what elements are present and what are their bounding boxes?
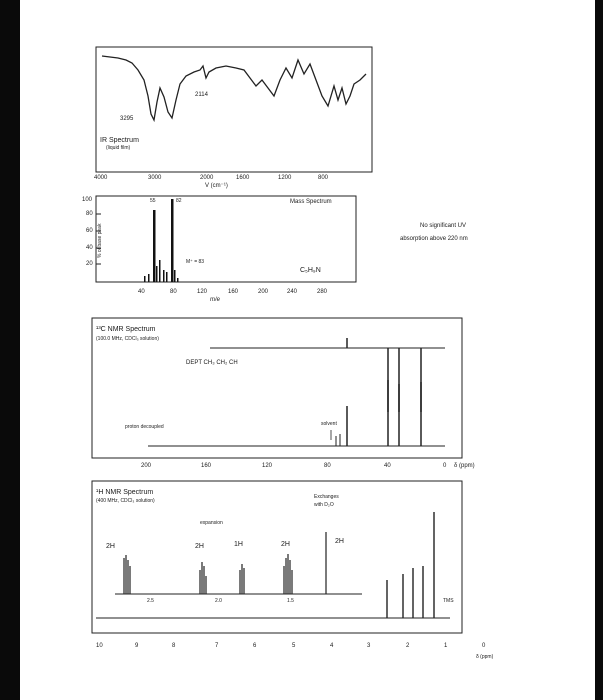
h1-inset-tick: 2.0: [215, 598, 222, 604]
ir-tick: 4000: [94, 175, 108, 181]
ms-y-tick: 60: [86, 228, 93, 234]
h1-integration: 2H: [195, 543, 204, 550]
ms-y-tick: 40: [86, 245, 93, 251]
ms-x-tick: 200: [258, 289, 269, 295]
ms-y-tick: 20: [86, 261, 93, 267]
h1-tick: 6: [253, 643, 257, 649]
h1-expansion-label: expansion: [200, 520, 223, 526]
h1-tick: 4: [330, 643, 334, 649]
ms-peak: [159, 260, 161, 282]
ms-x-tick: 80: [170, 289, 177, 295]
h1-tick: 5: [292, 643, 296, 649]
h1-inset-tick: 2.5: [147, 598, 154, 604]
h1-tms-label: TMS: [443, 598, 454, 604]
ir-tick: 1600: [236, 175, 250, 181]
h1-subtitle: (400 MHz, CDCl₃ solution): [96, 498, 155, 504]
ms-peak: [174, 270, 176, 282]
ms-y-tick: 80: [86, 211, 93, 217]
h1-tick: 3: [367, 643, 371, 649]
h1-inset-tick: 1.5: [287, 598, 294, 604]
c13-tick: 80: [324, 463, 331, 469]
uv-note: absorption above 220 nm: [400, 236, 468, 242]
c13-tick: 40: [384, 463, 391, 469]
h1-exchange-label: with D₂O: [314, 502, 334, 508]
ir-tick: 2000: [200, 175, 214, 181]
ir-tick: 1200: [278, 175, 292, 181]
h1-x-unit: δ (ppm): [476, 654, 494, 660]
ms-peak: [171, 199, 174, 282]
ms-x-tick: 280: [317, 289, 328, 295]
ir-x-label: V (cm⁻¹): [205, 183, 228, 189]
c13-tick: 160: [201, 463, 212, 469]
h1-integration: 2H: [335, 538, 344, 545]
ms-peak: [153, 210, 156, 282]
c13-dept-label: DEPT CH₃ CH₂ CH: [186, 360, 238, 366]
ir-subtitle: (liquid film): [106, 145, 131, 151]
ms-y-tick: 100: [82, 197, 93, 203]
c13-subtitle: (100.0 MHz, CDCl₃ solution): [96, 336, 159, 342]
h1-tick: 2: [406, 643, 410, 649]
ms-x-tick: 240: [287, 289, 298, 295]
h1-tick: 9: [135, 643, 139, 649]
ir-title: IR Spectrum: [100, 137, 139, 144]
h1-tick: 10: [96, 643, 103, 649]
c13-tick: 200: [141, 463, 152, 469]
uv-note: No significant UV: [420, 223, 467, 229]
c13-decoupled-label: proton decoupled: [125, 424, 164, 430]
ms-peak: [163, 270, 165, 282]
c13-tick: 0: [443, 463, 447, 469]
h1-tick: 0: [482, 643, 486, 649]
ms-peak-label: 82: [176, 198, 182, 204]
h1-tick: 7: [215, 643, 219, 649]
h1-tick: 8: [172, 643, 176, 649]
ms-peak: [156, 266, 158, 282]
ms-x-tick: 120: [197, 289, 208, 295]
ms-x-tick: 160: [228, 289, 239, 295]
h1-integration: 1H: [234, 541, 243, 548]
ir-tick: 3000: [148, 175, 162, 181]
ms-x-label: m/e: [210, 297, 221, 303]
ms-peak-label: 55: [150, 198, 156, 204]
ms-formula: C₅H₉N: [300, 267, 321, 274]
h1-title: ¹H NMR Spectrum: [96, 489, 154, 496]
ms-peak: [148, 274, 150, 282]
c13-title: ¹³C NMR Spectrum: [96, 326, 156, 333]
c13-solvent-label: solvent: [321, 421, 337, 427]
ms-x-tick: 40: [138, 289, 145, 295]
ir-peak-label: 2114: [195, 92, 208, 98]
ir-frame: [96, 47, 372, 172]
ms-molecular-ion: M⁺ = 83: [186, 259, 205, 265]
ms-peak: [166, 272, 168, 282]
ms-y-label: % of base peak: [97, 223, 103, 258]
ir-peak-label: 3295: [120, 116, 134, 122]
h1-integration: 2H: [106, 543, 115, 550]
ms-title: Mass Spectrum: [290, 199, 332, 205]
c13-tick: 120: [262, 463, 273, 469]
ir-tick: 800: [318, 175, 329, 181]
h1-tick: 1: [444, 643, 448, 649]
ms-peak: [144, 276, 146, 282]
ir-trace: [102, 56, 366, 120]
ms-peak: [177, 278, 179, 282]
h1-exchange-label: Exchanges: [314, 494, 339, 500]
c13-x-unit: δ (ppm): [454, 463, 475, 469]
h1-integration: 2H: [281, 541, 290, 548]
